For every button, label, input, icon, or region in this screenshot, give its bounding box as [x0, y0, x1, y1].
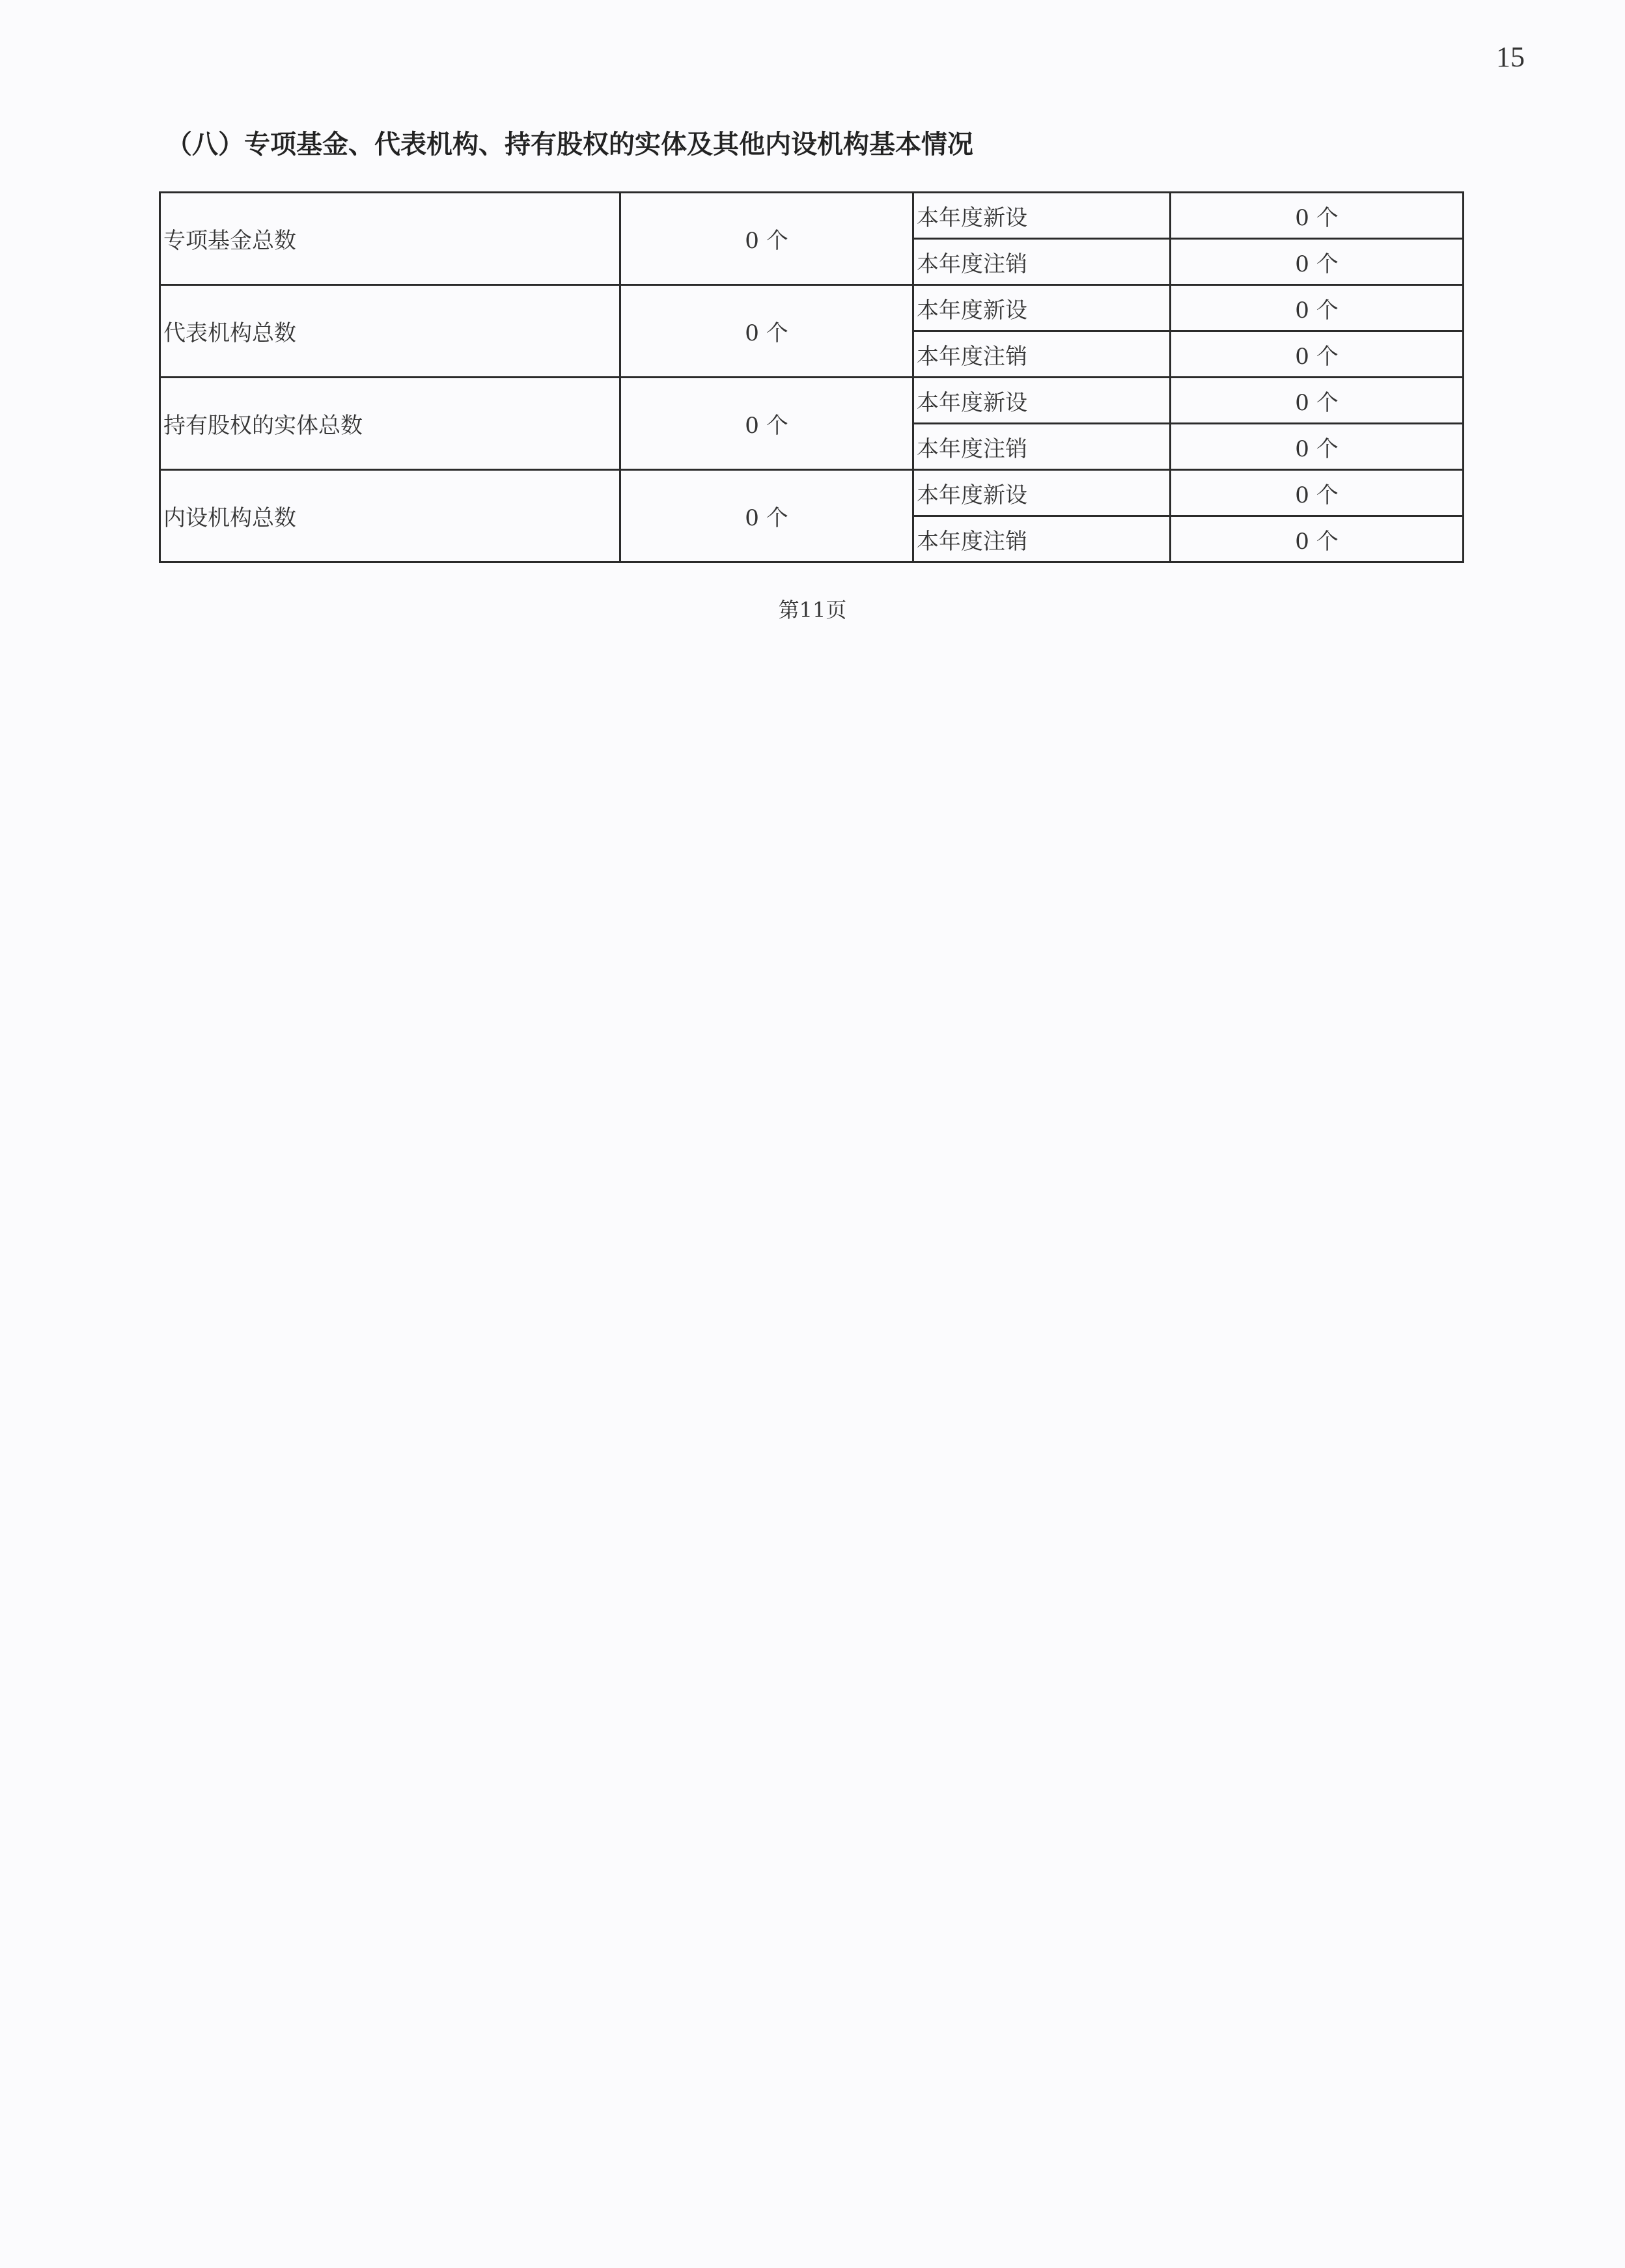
row-label-representative-offices: 代表机构总数	[160, 285, 620, 378]
page-footer: 第11页	[778, 598, 847, 622]
new-this-year-label: 本年度新设	[913, 193, 1171, 239]
row-total-representative-offices: 0 个	[620, 285, 913, 378]
cancelled-this-year-value: 0 个	[1171, 516, 1464, 562]
cancelled-this-year-value: 0 个	[1171, 239, 1464, 285]
cancelled-this-year-label: 本年度注销	[913, 516, 1171, 562]
cancelled-this-year-label: 本年度注销	[913, 424, 1171, 470]
table-row	[160, 193, 1464, 239]
new-this-year-label: 本年度新设	[913, 378, 1171, 424]
section-title: （八）专项基金、代表机构、持有股权的实体及其他内设机构基本情况	[166, 130, 973, 159]
page-number: 15	[1496, 41, 1525, 73]
row-label-internal-departments: 内设机构总数	[160, 470, 620, 562]
row-total-internal-departments: 0 个	[620, 470, 913, 562]
cancelled-this-year-label: 本年度注销	[913, 239, 1171, 285]
cancelled-this-year-label: 本年度注销	[913, 331, 1171, 378]
new-this-year-label: 本年度新设	[913, 470, 1171, 516]
row-total-equity-entities: 0 个	[620, 378, 913, 470]
new-this-year-value: 0 个	[1171, 285, 1464, 331]
new-this-year-value: 0 个	[1171, 378, 1464, 424]
new-this-year-value: 0 个	[1171, 193, 1464, 239]
table-row	[160, 285, 1464, 331]
cancelled-this-year-value: 0 个	[1171, 331, 1464, 378]
table-row	[160, 470, 1464, 516]
row-total-special-funds: 0 个	[620, 193, 913, 285]
cancelled-this-year-value: 0 个	[1171, 424, 1464, 470]
table-row	[160, 378, 1464, 424]
institutions-table	[159, 191, 1464, 563]
new-this-year-value: 0 个	[1171, 470, 1464, 516]
row-label-special-funds: 专项基金总数	[160, 193, 620, 285]
row-label-equity-entities: 持有股权的实体总数	[160, 378, 620, 470]
new-this-year-label: 本年度新设	[913, 285, 1171, 331]
